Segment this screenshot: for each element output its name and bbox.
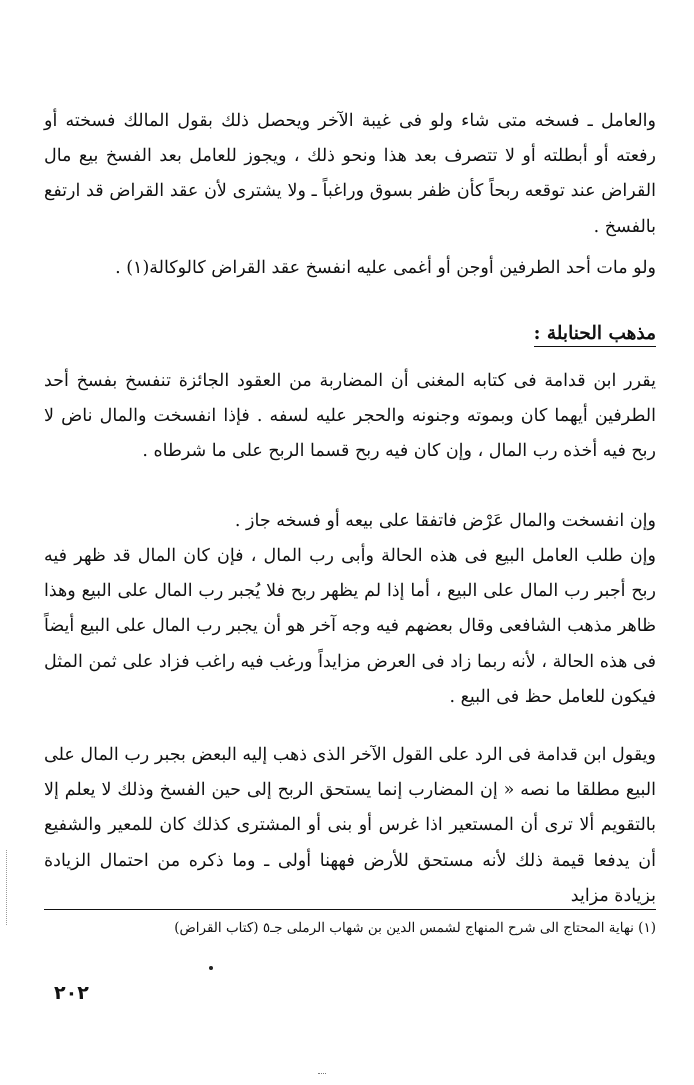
ink-dot — [209, 966, 213, 970]
scan-speck — [318, 1073, 326, 1076]
page-number: ٢٠٢ — [54, 982, 89, 1004]
scan-margin-marks — [6, 850, 10, 925]
paragraph: ويقول ابن قدامة فى الرد على القول الآخر الذى ذهب إليه البعض بجبر رب المال على البيع مطلقا ما نصه « إن المضارب إنما يستحق الربح إلى حين الفسخ وذلك لا يعلم إلا بالتقويم ألا ترى أن المستعير اذا غرس أو بنى أو المشترى كذلك كان للمعير والشفيع أن يدفعا قيمة ذلك لأنه مستحق للأرض فههنا أولى ـ وما ذكره من احتمال الزيادة بزيادة مزايد — [44, 745, 656, 906]
paragraph: وإن طلب العامل البيع فى هذه الحالة وأبى رب المال ، فإن كان المال قد ظهر فيه ربح أجبر رب المال على البيع ، أما إذا لم يظهر ربح فلا يُجبر رب المال على البيع وهذا ظاهر مذهب الشافعى وقال بعضهم فيه وجه آخر هو أن يجبر رب المال على البيع أيضاً فى هذه الحالة ، لأنه ربما زاد فى العرض مزايداً ورغب فيه راغب فزاد على ثمن المثل فيكون للعامل حظ فى البيع . — [44, 546, 656, 707]
footnote-divider — [44, 909, 656, 910]
paragraph: يقرر ابن قدامة فى كتابه المغنى أن المضاربة من العقود الجائزة تنفسخ بفسخ أحد الطرفين أيهما كان وبموته وجنونه والحجر عليه لسفه . فإذا انفسخت والمال ناض لا ربح فيه أخذه رب المال ، وإن كان فيه ربح قسما الربح على ما شرطاه . — [44, 371, 656, 462]
paragraph: ولو مات أحد الطرفين أوجن أو أغمى عليه انفسخ عقد القراض كالوكالة(١) . — [115, 258, 656, 278]
paragraph: والعامل ـ فسخه متى شاء ولو فى غيبة الآخر ويحصل ذلك بقول المالك فسخته أو رفعته أو أبطلته أو لا تتصرف بعد هذا ونحو ذلك ، ويجوز للعامل بعد الفسخ بيع مال القراض عند توقعه ربحاً كأن ظفر بسوق وراغباً ـ ولا يشترى لأن عقد القراض قد ارتفع بالفسخ . — [44, 111, 656, 237]
section-heading: مذهب الحنابلة : — [534, 323, 656, 347]
paragraph: وإن انفسخت والمال عَرْض فاتفقا على بيعه أو فسخه جاز . — [234, 511, 656, 531]
footnote: (١) نهاية المحتاج الى شرح المنهاج لشمس الدين بن شهاب الرملى جـ٥ (كتاب القراض) — [174, 920, 656, 936]
